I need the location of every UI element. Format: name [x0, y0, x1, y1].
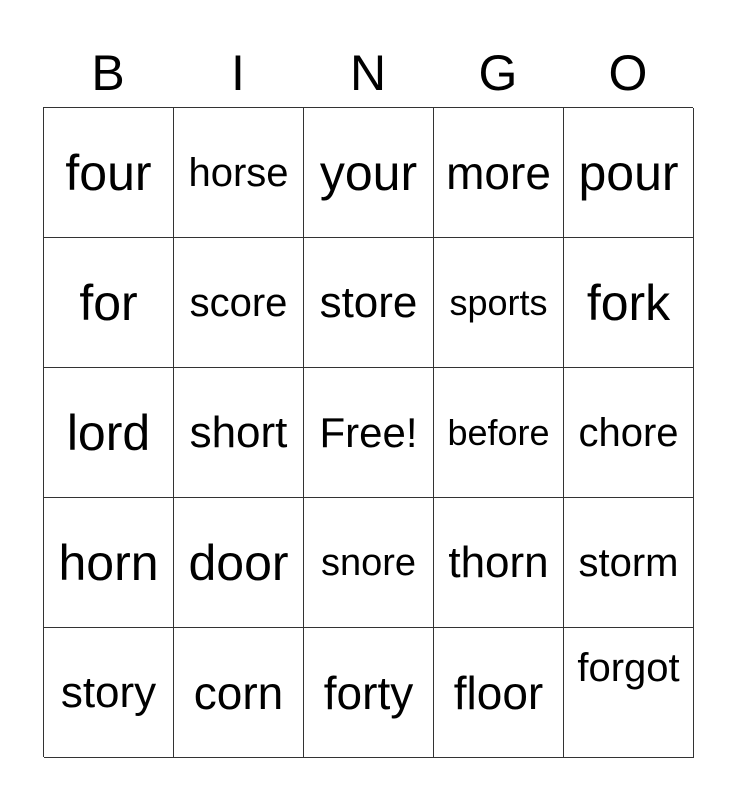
header-letter-o: O — [608, 45, 648, 101]
bingo-cell-r4-c5: storm — [564, 498, 694, 628]
bingo-cell-r3-c1: lord — [44, 368, 174, 498]
bingo-cell-r3-c2: short — [174, 368, 304, 498]
bingo-cell-r1-c5: pour — [564, 108, 694, 238]
header-letter-i: I — [231, 45, 245, 101]
bingo-cell-r1-c4: more — [434, 108, 564, 238]
bingo-cell-r3-c5: chore — [564, 368, 694, 498]
bingo-cell-r3-c3: Free! — [304, 368, 434, 498]
bingo-cell-r4-c3: snore — [304, 498, 434, 628]
bingo-cell-r2-c1: for — [44, 238, 174, 368]
bingo-header — [43, 40, 693, 106]
header-letter-g: G — [478, 45, 518, 101]
bingo-cell-r4-c1: horn — [44, 498, 174, 628]
bingo-cell-r2-c5: fork — [564, 238, 694, 368]
bingo-board — [43, 107, 693, 757]
bingo-cell-r1-c2: horse — [174, 108, 304, 238]
bingo-cell-r4-c4: thorn — [434, 498, 564, 628]
header-letter-b: B — [91, 45, 125, 101]
bingo-cell-r1-c1: four — [44, 108, 174, 238]
bingo-cell-r2-c4: sports — [434, 238, 564, 368]
bingo-cell-r5-c2: corn — [174, 628, 304, 758]
header-letter-n: N — [349, 45, 387, 101]
bingo-cell-r5-c5: forgot — [564, 628, 694, 758]
bingo-cell-r5-c3: forty — [304, 628, 434, 758]
bingo-cell-r2-c2: score — [174, 238, 304, 368]
bingo-cell-r3-c4: before — [434, 368, 564, 498]
bingo-cell-r5-c4: floor — [434, 628, 564, 758]
bingo-cell-r1-c3: your — [304, 108, 434, 238]
bingo-cell-r2-c3: store — [304, 238, 434, 368]
bingo-cell-r5-c1: story — [44, 628, 174, 758]
bingo-cell-r4-c2: door — [174, 498, 304, 628]
